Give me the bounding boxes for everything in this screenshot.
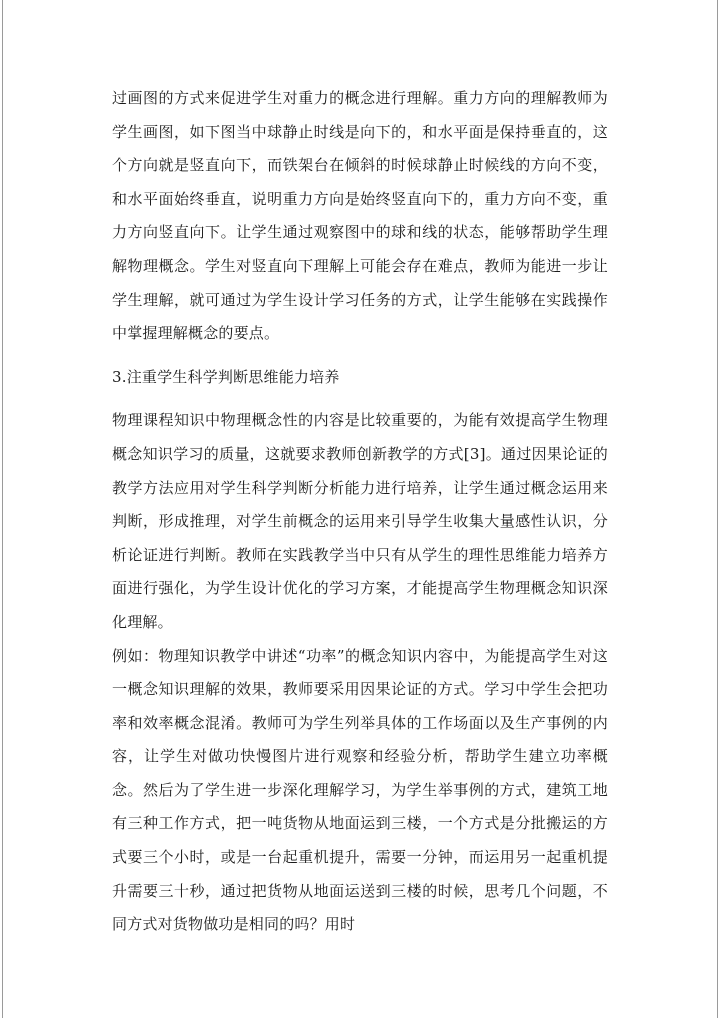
paragraph-3: 例如：物理知识教学中讲述“功率”的概念知识内容中，为能提高学生对这一概念知识理解的效果，教师要采用因果论证的方式。学习中学生会把功率和效率概念混淆。教师可为学生列举具体的工作场面以及生产事例的内容，让学生对做功快慢图片进行观察和经验分析，帮助学生建立功率概念。然后为了学生进一步深化理解学习，为学生举事例的方式，建筑工地有三种工作方式，把一吨货物从地面运到三楼，一个方式是分批搬运的方式要三个小时，或是一台起重机提升，需要一分钟，而运用另一起重机提升需要三十秒，通过把货物从地面运送到三楼的时候，思考几个问题，不同方式对货物做功是相同的吗？用时	[112, 646, 608, 934]
document-body	[112, 82, 608, 942]
page-border-left	[2, 0, 3, 1018]
paragraph-2: 物理课程知识中物理概念性的内容是比较重要的，为能有效提高学生物理概念知识学习的质量，这就要求教师创新教学的方式[3]。通过因果论证的教学方法应用对学生科学判断分析能力进行培养，让学生通过概念运用来判断，形成推理，对学生前概念的运用来引导学生收集大量感性认识，分析论证进行判断。教师在实践教学当中只有从学生的理性思维能力培养方面进行强化，为学生设计优化的学习方案，才能提高学生物理概念知识深化理解。	[112, 411, 608, 631]
section-heading: 3.注重学生科学判断思维能力培养	[112, 367, 340, 386]
page-border-right	[717, 0, 718, 1018]
paragraph-1: 过画图的方式来促进学生对重力的概念进行理解。重力方向的理解教师为学生画图，如下图当中球静止时线是向下的，和水平面是保持垂直的，这个方向就是竖直向下，而铁架台在倾斜的时候球静止时候线的方向不变，和水平面始终垂直，说明重力方向是始终竖直向下的，重力方向不变，重力方向竖直向下。让学生通过观察图中的球和线的状态，能够帮助学生理解物理概念。学生对竖直向下理解上可能会存在难点，教师为能进一步让学生理解，就可通过为学生设计学习任务的方式，让学生能够在实践操作中掌握理解概念的要点。	[112, 89, 608, 343]
